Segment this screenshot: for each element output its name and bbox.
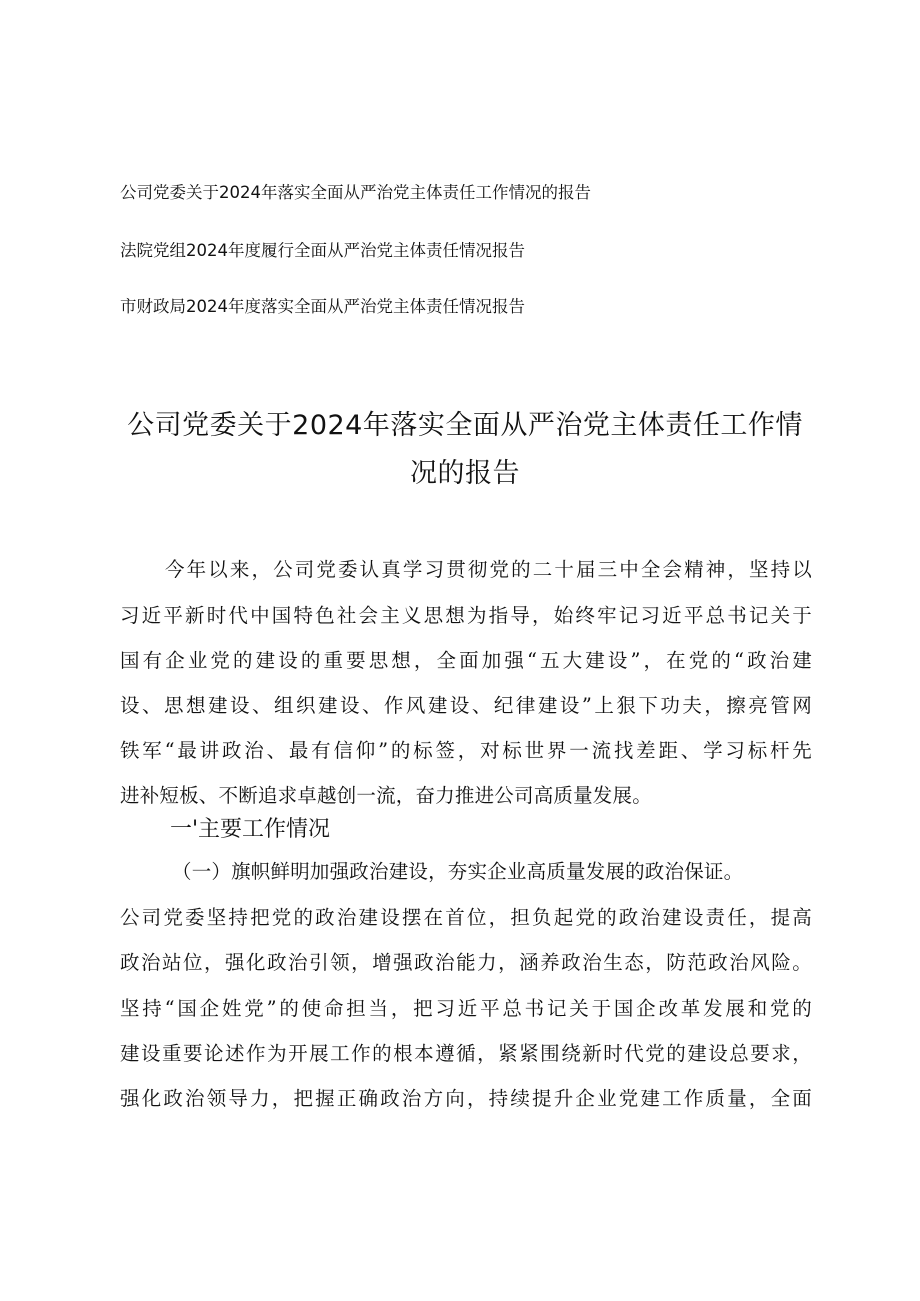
toc-item-2[interactable]: 法院党组2024年度履行全面从严治党主体责任情况报告: [120, 241, 525, 260]
intro-line-6: 进补短板、不断追求卓越创一流，奋力推进公司高质量发展。: [120, 784, 652, 807]
document-title-line-1: 公司党委关于2024年落实全面从严治党主体责任工作情: [127, 410, 803, 441]
intro-line-4: 设、思想建设、组织建设、作风建设、纪律建设”上狠下功夫，擦亮管网: [120, 694, 812, 717]
toc-item-3[interactable]: 市财政局2024年度落实全面从严治党主体责任情况报告: [120, 297, 525, 316]
section1-line-4: 坚持“国企姓党”的使命担当，把习近平总书记关于国企改革发展和党的: [120, 997, 812, 1020]
document-title: [120, 402, 810, 498]
section1-line-5: 建设重要论述作为开展工作的根本遵循，紧紧围绕新时代党的建设总要求，: [120, 1042, 812, 1065]
intro-line-3: 国有企业党的建设的重要思想，全面加强“五大建设”，在党的“政治建: [120, 649, 812, 672]
toc-item-1[interactable]: 公司党委关于2024年落实全面从严治党主体责任工作情况的报告: [120, 183, 591, 202]
section-heading-main-work: 一'主要工作情况: [170, 817, 331, 842]
section1-line-2: 公司党委坚持把党的政治建设摆在首位，担负起党的政治建设责任，提高: [120, 906, 812, 929]
intro-line-5: 铁军“最讲政治、最有信仰”的标签，对标世界一流找差距、学习标杆先: [120, 739, 812, 762]
section1-line-3: 政治站位，强化政治引领，增强政治能力，涵养政治生态，防范政治风险。: [120, 951, 812, 974]
document-title-line-2: 况的报告: [410, 458, 520, 489]
intro-line-2: 习近平新时代中国特色社会主义思想为指导，始终牢记习近平总书记关于: [120, 604, 812, 627]
section1-line-1: （一）旗帜鲜明加强政治建设，夯实企业高质量发展的政治保证。: [172, 860, 744, 883]
section1-line-6: 强化政治领导力，把握正确政治方向，持续提升企业党建工作质量，全面: [120, 1087, 812, 1110]
intro-line-1: 今年以来，公司党委认真学习贯彻党的二十届三中全会精神，坚持以: [165, 558, 812, 581]
